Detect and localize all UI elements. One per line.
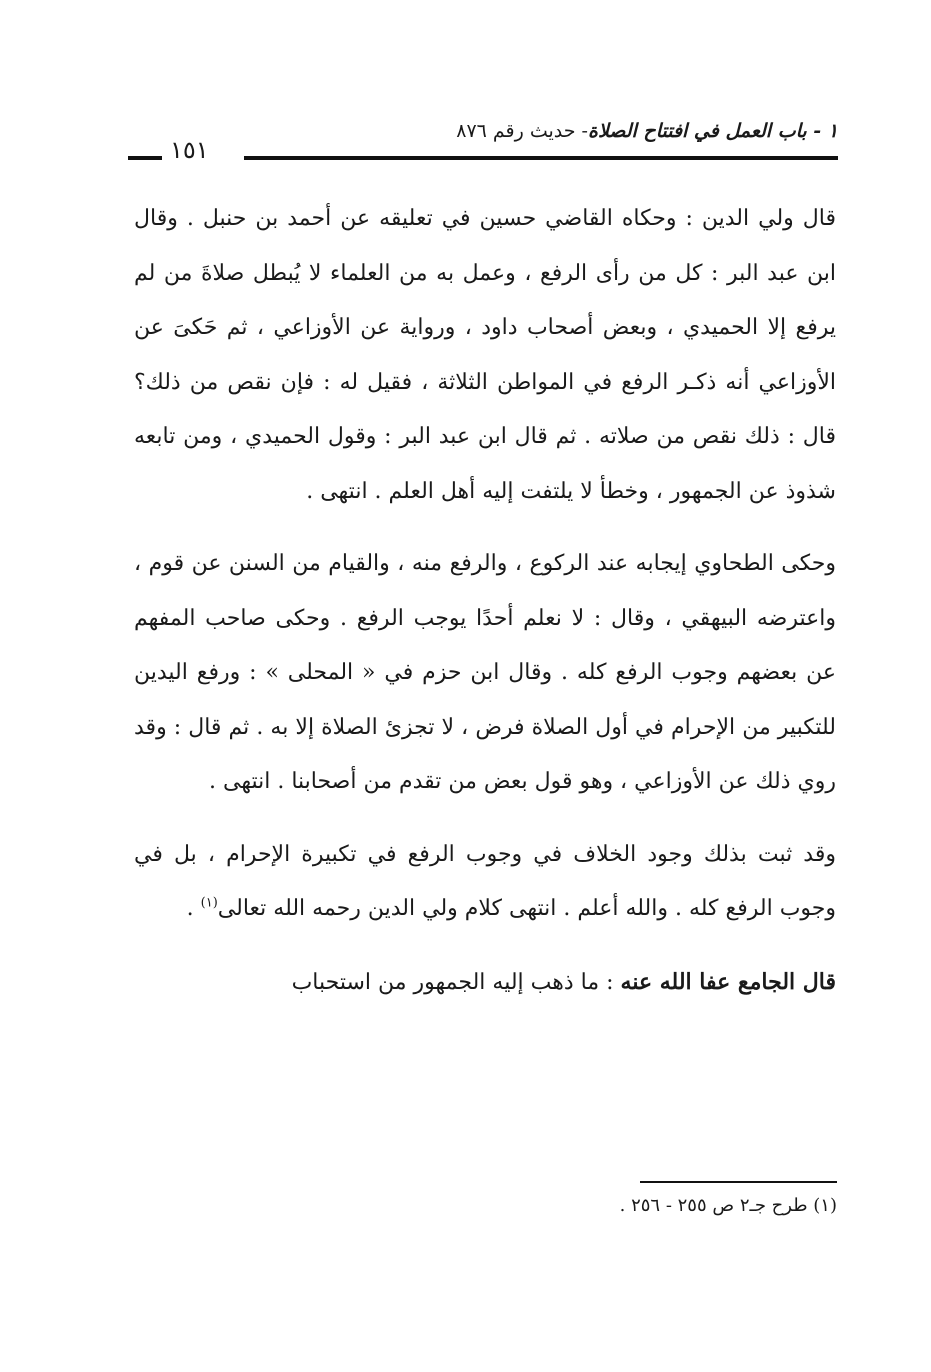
paragraph-1: قال ولي الدين : وحكاه القاضي حسين في تعليقه عن أحمد بن حنبل . وقال ابن عبد البر : كل من رأى الرفع ، وعمل به من العلماء لا يُبطل صلاةَ من لم يرفع إلا الحميدي ، وبعض أصحاب داود ، ورواية عن الأوزاعي ، ثم حَكىَ عن الأوزاعي أنه ذكـر الرفع في المواطن الثلاثة ، فقيل له : فإن نقص من ذلك؟ قال : ذلك نقص من صلاته . ثم قال ابن عبد البر : وقول الحميدي ، ومن تابعه شذوذ عن الجمهور ، وخطأ لا يلتفت إليه أهل العلم . انتهى . [134,206,836,504]
header-title [456,120,838,142]
paragraph-3-text: وقد ثبت بذلك وجود الخلاف في وجوب الرفع في تكبيرة الإحرام ، بل في وجوب الرفع كله . والله أعلم . انتهى كلام ولي الدين رحمه الله تعالى [134,841,836,921]
paragraph-4-text: : ما ذهب إليه الجمهور من استحباب [291,969,621,995]
page-number: ١٥١ [170,136,209,164]
header-separator: - [575,120,588,142]
footnote-rule [640,1181,837,1183]
body-text [134,192,836,1010]
hadith-number: حديث رقم ٨٧٦ [456,120,576,142]
chapter-title: ١ - باب العمل في افتتاح الصلاة [587,120,838,142]
footnote: (١) طرح جـ٢ ص ٢٥٥ - ٢٥٦ . [619,1195,837,1216]
paragraph-2: وحكى الطحاوي إيجابه عند الركوع ، والرفع منه ، والقيام من السنن عن قوم ، واعترضه البيهقي ، وقال : لا نعلم أحدًا يوجب الرفع . وحكى صاحب المفهم عن بعضهم وجوب الرفع كله . وقال ابن حزم في « المحلى » : ورفع اليدين للتكبير من الإحرام في أول الصلاة فرض ، لا تجزئ الصلاة إلا به . ثم قال : وقد روي ذلك عن الأوزاعي ، وهو قول بعض من تقدم من أصحابنا . انتهى . [134,551,836,794]
running-header [128,118,838,166]
paragraph-4 [134,955,836,1011]
header-rule [244,156,838,160]
footnote-marker: (١) [200,895,218,911]
page-number-dash [128,156,162,160]
compiler-lead: قال الجامع عفا الله عنه [620,968,836,995]
paragraph-3-end: . [186,896,201,921]
paragraph-3 [134,828,836,937]
